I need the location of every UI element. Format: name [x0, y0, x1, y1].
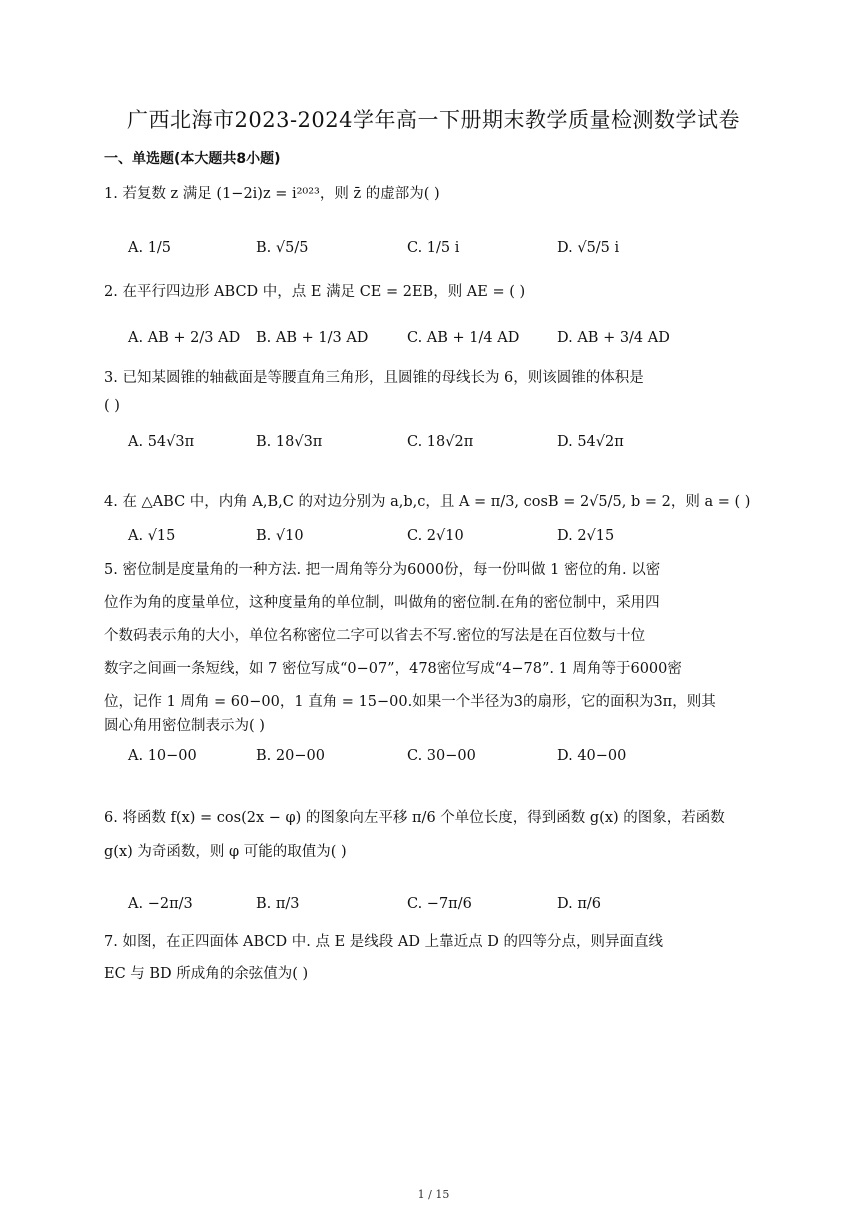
question-5-line-4: 数字之间画一条短线，如 7 密位写成“0−07”，478密位写成“4−78”. 1 周角等于6000密	[104, 661, 682, 677]
q1-option-c: C. 1/5 i	[407, 240, 460, 256]
question-5-line-5: 位，记作 1 周角 = 60−00，1 直角 = 15−00.如果一个半径为3的扇形，它的面积为3π，则其	[104, 694, 716, 710]
q5-option-d: D. 40−00	[557, 748, 627, 764]
question-1: 1. 若复数 z 满足 (1−2i)z = i²⁰²³，则 z̄ 的虚部为( )	[104, 186, 440, 202]
page-title: 广西北海市2023-2024学年高一下册期末教学质量检测数学试卷	[127, 108, 740, 132]
q6-option-d: D. π/6	[557, 896, 601, 912]
q6-option-c: C. −7π/6	[407, 896, 472, 912]
question-5-line-3: 个数码表示角的大小，单位名称密位二字可以省去不写.密位的写法是在百位数与十位	[104, 628, 646, 644]
question-5-line-2: 位作为角的度量单位，这种度量角的单位制，叫做角的密位制.在角的密位制中，采用四	[104, 595, 660, 611]
q4-option-b: B. √10	[256, 528, 304, 544]
q3-option-b: B. 18√3π	[256, 434, 323, 450]
q2-option-b: B. AB + 1/3 AD	[256, 330, 369, 346]
question-3-line-1: 3. 已知某圆锥的轴截面是等腰直角三角形，且圆锥的母线长为 6，则该圆锥的体积是	[104, 370, 644, 386]
q6-option-a: A. −2π/3	[128, 896, 193, 912]
question-4: 4. 在 △ABC 中，内角 A,B,C 的对边分别为 a,b,c，且 A = π/3, cosB = 2√5/5, b = 2，则 a = ( )	[104, 494, 751, 510]
question-6-line-1: 6. 将函数 f(x) = cos(2x − φ) 的图象向左平移 π/6 个单位长度，得到函数 g(x) 的图象，若函数	[104, 810, 725, 826]
q3-option-c: C. 18√2π	[407, 434, 474, 450]
q6-option-b: B. π/3	[256, 896, 300, 912]
q5-option-c: C. 30−00	[407, 748, 476, 764]
q5-option-b: B. 20−00	[256, 748, 325, 764]
q1-option-b: B. √5/5	[256, 240, 309, 256]
q3-option-a: A. 54√3π	[128, 434, 195, 450]
page-number: 1 / 15	[417, 1188, 450, 1201]
q2-option-d: D. AB + 3/4 AD	[557, 330, 670, 346]
question-7-line-1: 7. 如图，在正四面体 ABCD 中. 点 E 是线段 AD 上靠近点 D 的四等分点，则异面直线	[104, 934, 663, 950]
q2-option-a: A. AB + 2/3 AD	[128, 330, 241, 346]
q4-option-a: A. √15	[128, 528, 176, 544]
question-6-line-2: g(x) 为奇函数，则 φ 可能的取值为( )	[104, 844, 347, 860]
q1-option-d: D. √5/5 i	[557, 240, 620, 256]
q5-option-a: A. 10−00	[128, 748, 197, 764]
q3-option-d: D. 54√2π	[557, 434, 624, 450]
question-3-line-2: ( )	[104, 398, 120, 414]
q4-option-c: C. 2√10	[407, 528, 464, 544]
question-7-line-2: EC 与 BD 所成角的余弦值为( )	[104, 966, 309, 982]
section-heading: 一、单选题(本大题共8小题)	[104, 151, 281, 167]
q4-option-d: D. 2√15	[557, 528, 615, 544]
question-5-line-1: 5. 密位制是度量角的一种方法. 把一周角等分为6000份，每一份叫做 1 密位的角. 以密	[104, 562, 661, 578]
q1-option-a: A. 1/5	[128, 240, 172, 256]
question-5-line-6: 圆心角用密位制表示为( )	[104, 718, 265, 734]
question-2: 2. 在平行四边形 ABCD 中，点 E 满足 CE = 2EB，则 AE = ( )	[104, 284, 526, 300]
q2-option-c: C. AB + 1/4 AD	[407, 330, 520, 346]
